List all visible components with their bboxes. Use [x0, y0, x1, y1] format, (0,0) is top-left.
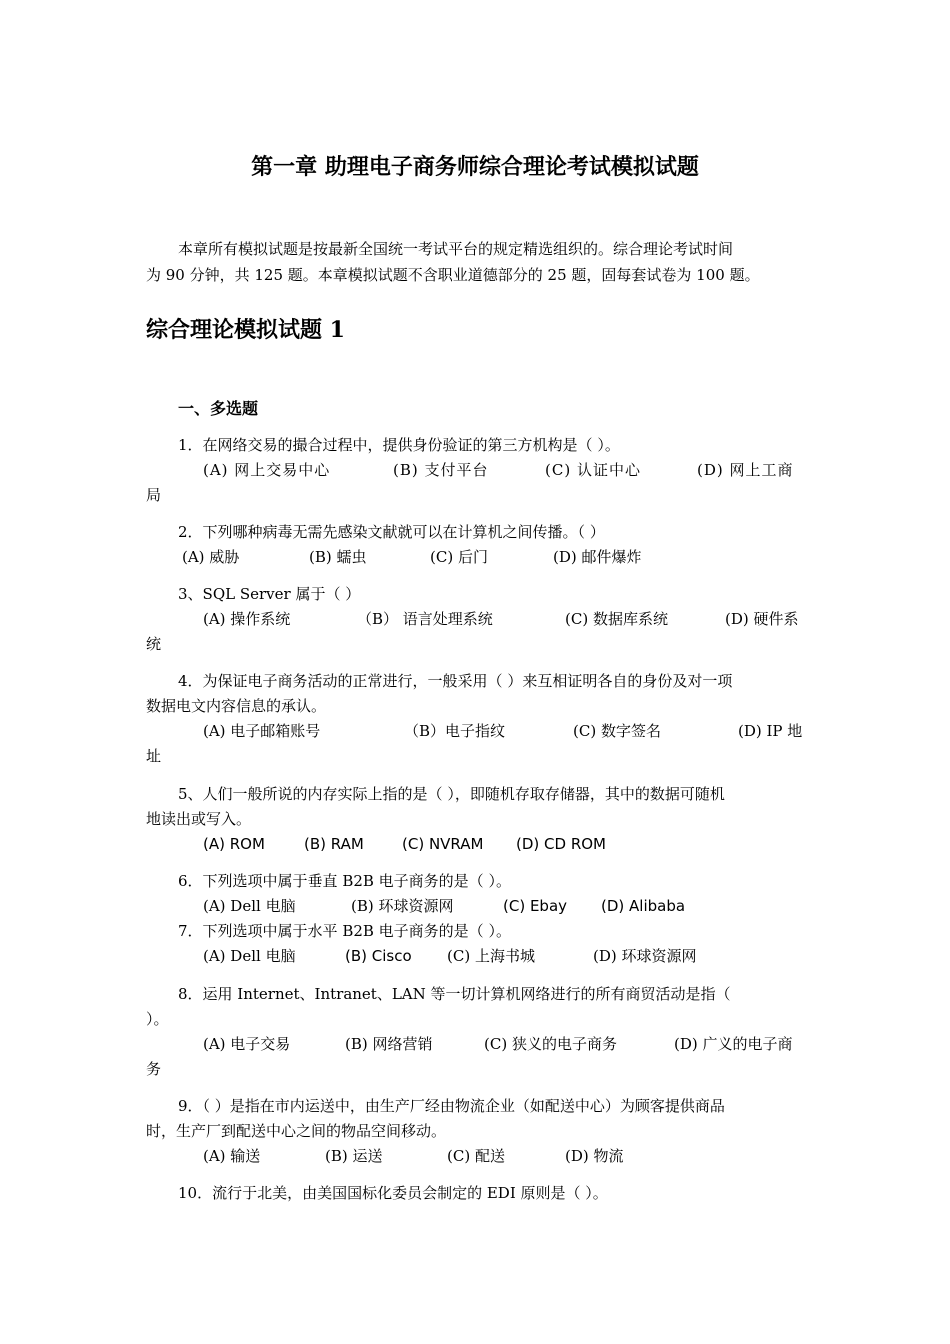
question-4-option-d-wrap: 址: [146, 747, 162, 765]
question-2-option-c: (C) 后门: [430, 548, 488, 566]
question-4-option-c: (C) 数字签名: [573, 722, 661, 740]
question-5-option-c: (C) NVRAM: [402, 835, 484, 853]
question-7-text: 7．下列选项中属于水平 B2B 电子商务的是（ ）。: [178, 922, 511, 940]
question-9-option-c: (C) 配送: [447, 1147, 505, 1165]
question-9-option-d: (D) 物流: [565, 1147, 624, 1165]
question-3-option-c: (C) 数据库系统: [565, 610, 668, 628]
question-2-option-b: (B) 蠕虫: [309, 548, 367, 566]
question-9-text-cont: 时，生产厂到配送中心之间的物品空间移动。: [146, 1122, 447, 1140]
question-5-text: 5、人们一般所说的内存实际上指的是（ ），即随机存取存储器，其中的数据可随机: [178, 785, 725, 803]
question-8-option-b: (B) 网络营销: [345, 1035, 433, 1053]
question-5-text-cont: 地读出或写入。: [146, 810, 252, 828]
question-1-option-d-wrap: 局: [146, 486, 162, 504]
section-title: 综合理论模拟试题 1: [146, 317, 345, 343]
question-2-option-d: (D) 邮件爆炸: [553, 548, 642, 566]
part-heading: 一、多选题: [178, 399, 259, 418]
question-2-option-a: (A) 威胁: [182, 548, 240, 566]
question-6-option-c: (C) Ebay: [503, 897, 568, 915]
question-4-text-cont: 数据电文内容信息的承认。: [146, 697, 327, 715]
question-6-option-b: (B) 环球资源网: [351, 897, 454, 915]
question-3-text: 3、SQL Server 属于（ ）: [178, 585, 361, 603]
question-8-option-c: (C) 狭义的电子商务: [484, 1035, 617, 1053]
question-8-option-a: (A) 电子交易: [203, 1035, 291, 1053]
question-8-option-d-wrap: 务: [146, 1060, 162, 1078]
question-10-text: 10．流行于北美，由美国国标化委员会制定的 EDI 原则是（ ）。: [178, 1184, 608, 1202]
question-4-option-d: (D) IP 地: [738, 722, 803, 740]
question-1-option-c: (C) 认证中心: [545, 461, 641, 479]
question-6-text: 6．下列选项中属于垂直 B2B 电子商务的是（ ）。: [178, 872, 511, 890]
page-title: 第一章 助理电子商务师综合理论考试模拟试题: [251, 155, 699, 180]
question-1-option-d: (D) 网上工商: [697, 461, 794, 479]
question-1-option-b: (B) 支付平台: [393, 461, 489, 479]
intro-line-2: 为 90 分钟，共 125 题。本章模拟试题不含职业道德部分的 25 题，固每套试卷为 100 题。: [146, 266, 760, 284]
question-4-option-a: (A) 电子邮箱账号: [203, 722, 321, 740]
question-8-option-d: (D) 广义的电子商: [674, 1035, 793, 1053]
question-4-text: 4．为保证电子商务活动的正常进行，一般采用（ ）来互相证明各自的身份及对一项: [178, 672, 733, 690]
question-9-text: 9．（ ）是指在市内运送中，由生产厂经由物流企业（如配送中心）为顾客提供商品: [178, 1097, 725, 1115]
question-8-text: 8．运用 Internet、Intranet、LAN 等一切计算机网络进行的所有商贸活动是指（: [178, 985, 731, 1003]
question-3-option-a: (A) 操作系统: [203, 610, 291, 628]
question-5-option-b: (B) RAM: [304, 835, 364, 853]
question-5-option-d: (D) CD ROM: [516, 835, 606, 853]
question-9-option-b: (B) 运送: [325, 1147, 383, 1165]
question-1-text: 1．在网络交易的撮合过程中，提供身份验证的第三方机构是（ ）。: [178, 436, 620, 454]
question-2-text: 2．下列哪种病毒无需先感染文献就可以在计算机之间传播。（ ）: [178, 523, 605, 541]
question-7-option-a: (A) Dell 电脑: [203, 947, 296, 965]
question-7-option-c: (C) 上海书城: [447, 947, 535, 965]
question-5-option-a: (A) ROM: [203, 835, 265, 853]
question-6-option-a: (A) Dell 电脑: [203, 897, 296, 915]
question-3-option-b: （B） 语言处理系统: [357, 610, 493, 628]
question-6-option-d: (D) Alibaba: [601, 897, 686, 915]
question-7-option-b: (B) Cisco: [345, 947, 412, 965]
question-8-text-cont: ）。: [146, 1010, 169, 1028]
intro-line-1: 本章所有模拟试题是按最新全国统一考试平台的规定精选组织的。综合理论考试时间: [178, 240, 734, 258]
question-7-option-d: (D) 环球资源网: [593, 947, 697, 965]
question-3-option-d: (D) 硬件系: [725, 610, 799, 628]
question-9-option-a: (A) 输送: [203, 1147, 261, 1165]
question-4-option-b: （B）电子指纹: [404, 722, 506, 740]
question-1-option-a: (A) 网上交易中心: [203, 461, 331, 479]
question-3-option-d-wrap: 统: [146, 635, 162, 653]
